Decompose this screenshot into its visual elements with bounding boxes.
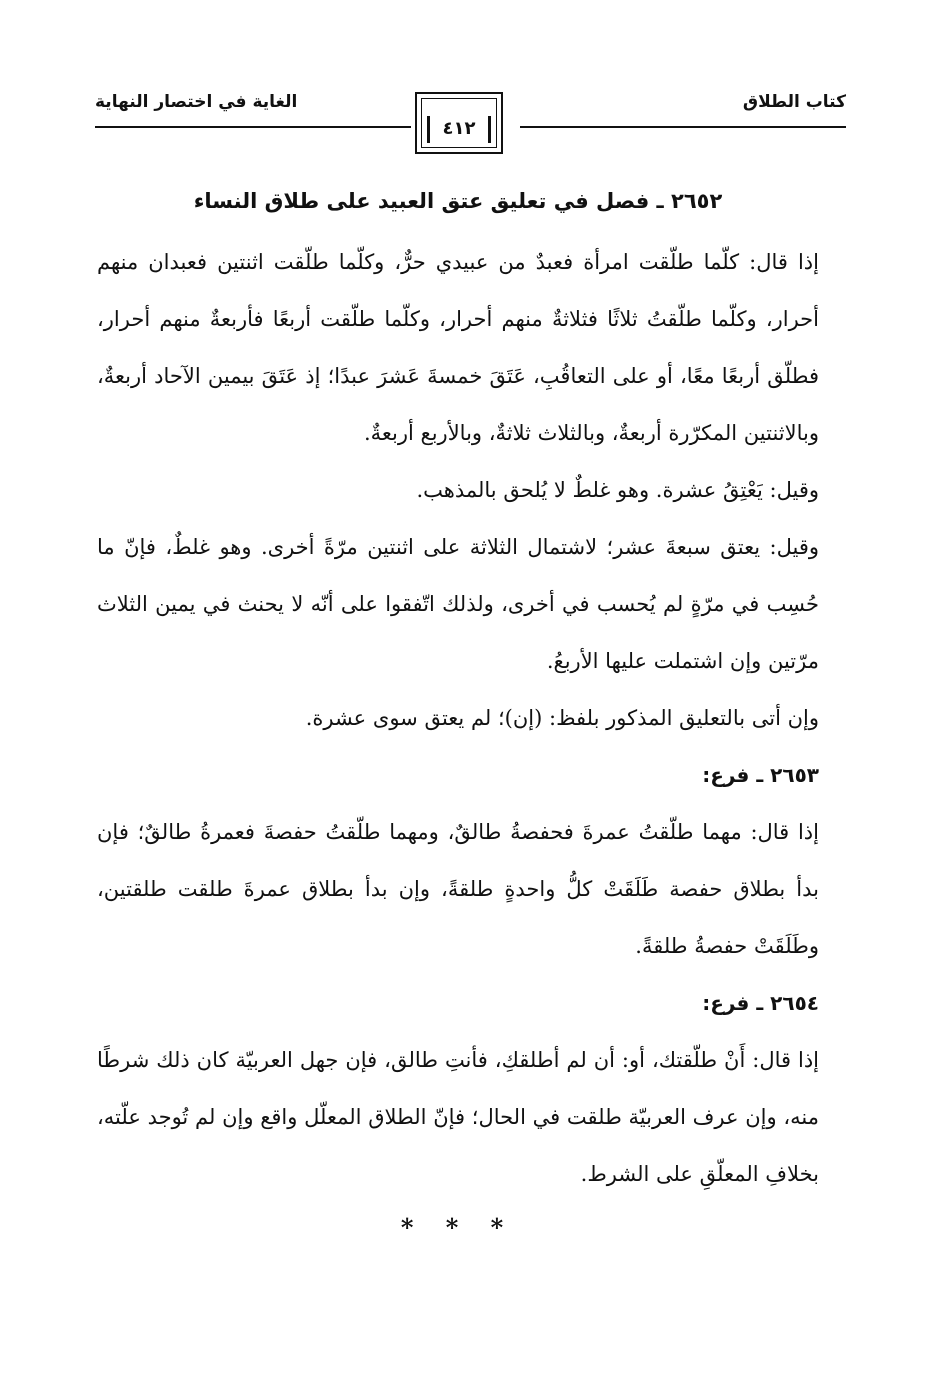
paragraph: وإن أتى بالتعليق المذكور بلفظ: (إن)؛ لم يعتق سوى عشرة.	[305, 706, 819, 730]
paragraph: إذا قال: مهما طلّقتُ عمرةَ فحفصةُ طالقٌ، ومهما طلّقتُ حفصةَ فعمرةُ طالقٌ؛ فإن بدأ بطلاق حفصة طَلَقَتْ كلُّ واحدةٍ طلقةً، وإن بدأ بطلاق عمرةَ طلقت طلقتين، وطَلَقَتْ حفصةُ طلقةً.	[97, 820, 819, 958]
branch-heading: ٢٦٥٤ ـ فرع:	[702, 991, 819, 1015]
paragraph: وقيل: يعتق سبعةَ عشر؛ لاشتمال الثلاثة على اثنتين مرّةً أخرى. وهو غلطٌ، فإنّ ما حُسِب في مرّةٍ لم يُحسب في أخرى، ولذلك اتّفقوا على أنّه لا يحنث في يمين الثلاث مرّتين وإن اشتملت عليها الأربعُ.	[97, 535, 819, 673]
paragraph: إذا قال: أَنْ طلّقتك، أو: أن لم أطلقكِ، فأنتِ طالق، فإن جهل العربيّة كان ذلك شرطًا منه، وإن عرف العربيّة طلقت في الحال؛ فإنّ الطلاق المعلّل واقع وإن لم تُوجد علّته، بخلافِ المعلّقِ على الشرط.	[97, 1048, 819, 1186]
page-number-frame	[415, 92, 503, 154]
branch-heading: ٢٦٥٣ ـ فرع:	[702, 763, 819, 787]
paragraph: إذا قال: كلّما طلّقت امرأة فعبدٌ من عبيدي حرٌّ، وكلّما طلّقت اثنتين فعبدان منهم أحرار، وكلّما طلّقتُ ثلاثًا فثلاثةٌ منهم أحرار، وكلّما طلّقت أربعًا فأربعةٌ منهم أحرار، فطلّق أربعًا معًا، أو على التعاقُبِ، عَتَقَ خمسةَ عَشرَ عبدًا؛ إذ عَتَقَ بيمين الآحاد أربعةٌ، وبالاثنتين المكرّرة أربعةٌ، وبالثلاث ثلاثةٌ، وبالأربع أربعةٌ.	[97, 250, 819, 445]
section-heading: ٢٦٥٢ ـ فصل في تعليق عتق العبيد على طلاق النساء	[193, 189, 723, 213]
running-header	[95, 92, 846, 162]
header-rule-right	[520, 126, 846, 128]
page-number: ٤١٢	[442, 118, 476, 139]
book-title: الغاية في اختصار النهاية	[95, 92, 298, 112]
paragraph: وقيل: يَعْتِقُ عشرة. وهو غلطٌ لا يُلحق بالمذهب.	[416, 478, 819, 502]
section-separator: * * *	[400, 1213, 516, 1242]
chapter-title: كتاب الطلاق	[742, 92, 846, 112]
header-rule-left	[95, 126, 411, 128]
page-content	[97, 176, 819, 1242]
